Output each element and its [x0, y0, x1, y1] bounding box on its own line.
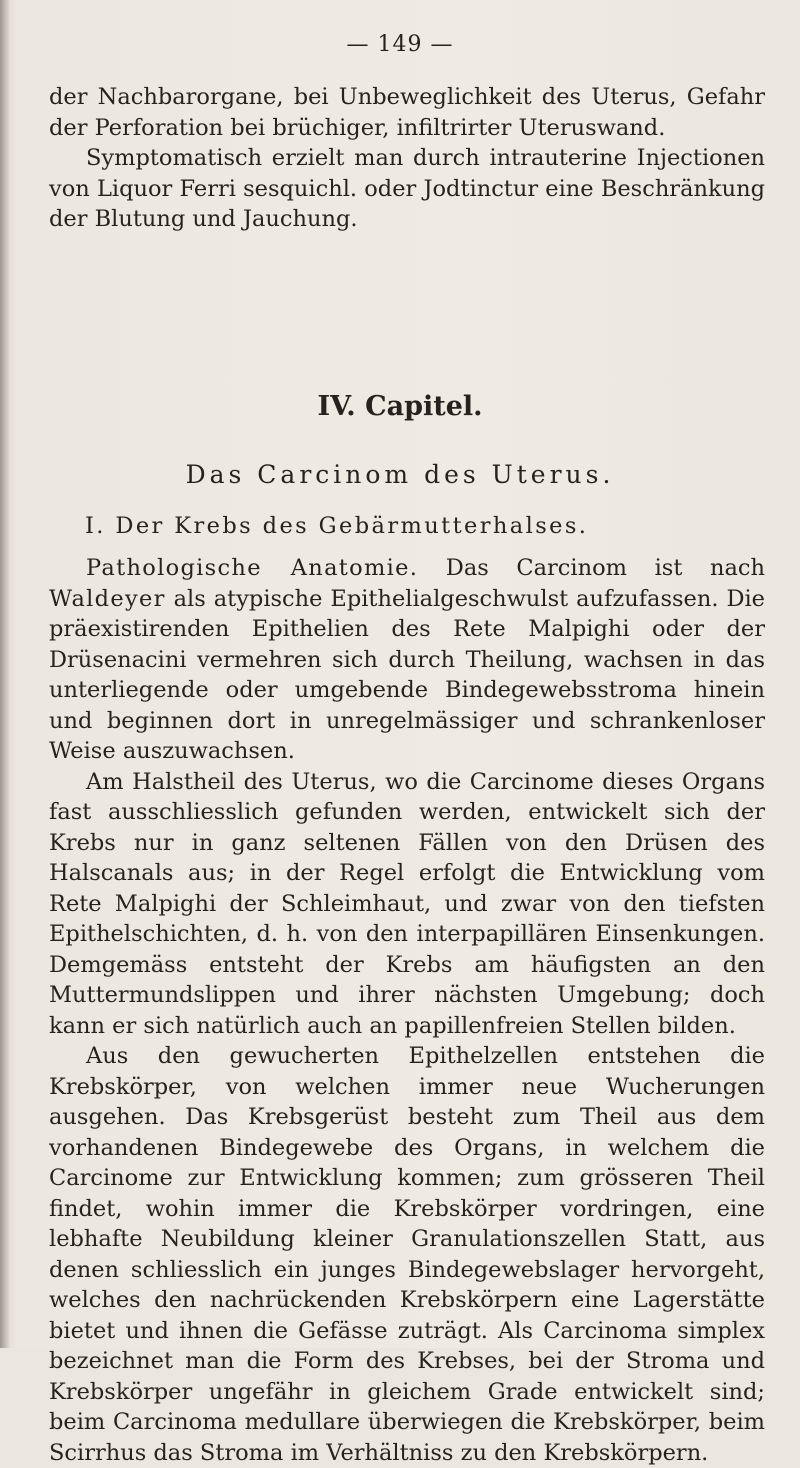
paragraph-cervix: Am Halstheil des Uterus, wo die Carcinome dieses Organs fast ausschliesslich gefunden werden, entwickelt sich der Krebs nur in ganz seltenen Fällen von den Drüsen des Halscanals aus; in der Regel erfolgt die Entwicklung vom Rete Malpighi der Schleimhaut, und zwar von den tiefsten Epithelschichten, d. h. von den interpapillären Einsenkungen. Demgemäss entsteht der Krebs am häufigsten an den Muttermundslippen und ihrer nächsten Umgebung; doch kann er sich natürlich auch an papillenfreien Stellen bilden.: [49, 768, 765, 1039]
page-number: — 149 —: [346, 32, 454, 57]
chapter-title: Das Carcinom des Uterus.: [185, 460, 615, 489]
paragraph-lead-term: Pathologische Anatomie.: [86, 555, 419, 581]
paragraph-rest: als atypische Epithelialgeschwulst aufzufassen. Die präexistirenden Epithelien des Rete Malpighi oder der Drüsenacini vermehren sich durch Theilung, wachsen in das unterliegende oder umgebende Bindegewebsstroma hinein und beginnen dort in unregelmässiger und schrankenloser Weise auszuwachsen.: [49, 585, 765, 764]
lead-text: [49, 82, 765, 235]
main-text: [49, 553, 765, 1468]
section-heading: I. Der Krebs des Gebärmutterhalses.: [85, 513, 589, 539]
paragraph-intro: Das Carcinom ist nach: [418, 555, 765, 581]
lead-paragraph-2: Symptomatisch erzielt man durch intrauterine Injectionen von Liquor Ferri sesquichl. oder Jodtinctur eine Beschränkung der Blutung und Jauchung.: [49, 145, 765, 232]
lead-paragraph-1: der Nachbarorgane, bei Unbeweglichkeit des Uterus, Gefahr der Perforation bei brüchiger, infiltrirter Uteruswand.: [49, 84, 765, 141]
chapter-heading: IV. Capitel.: [317, 391, 483, 422]
page-binding-edge: [0, 0, 10, 1348]
paragraph-cancer-bodies: Aus den gewucherten Epithelzellen entstehen die Krebskörper, von welchen immer neue Wucherungen ausgehen. Das Krebsgerüst besteht zum Theil aus dem vorhandenen Bindegewebe des Organs, in welchem die Carcinome zur Entwicklung kommen; zum grösseren Theil findet, wohin immer die Krebskörper vordringen, eine lebhafte Neubildung kleiner Granulationszellen Statt, aus denen schliesslich ein junges Bindegewebslager hervorgeht, welches den nachrückenden Krebskörpern eine Lagerstätte bietet und ihnen die Gefässe zuträgt. Als Carcinoma simplex bezeichnet man die Form des Krebses, bei der Stroma und Krebskörper ungefähr in gleichem Grade entwickelt sind; beim Carcinoma medullare überwiegen die Krebskörper, beim Scirrhus das Stroma im Verhältniss zu den Krebskörpern.: [49, 1043, 765, 1466]
author-name: Waldeyer: [49, 585, 166, 612]
paragraph-pathological-anatomy: [49, 553, 765, 767]
